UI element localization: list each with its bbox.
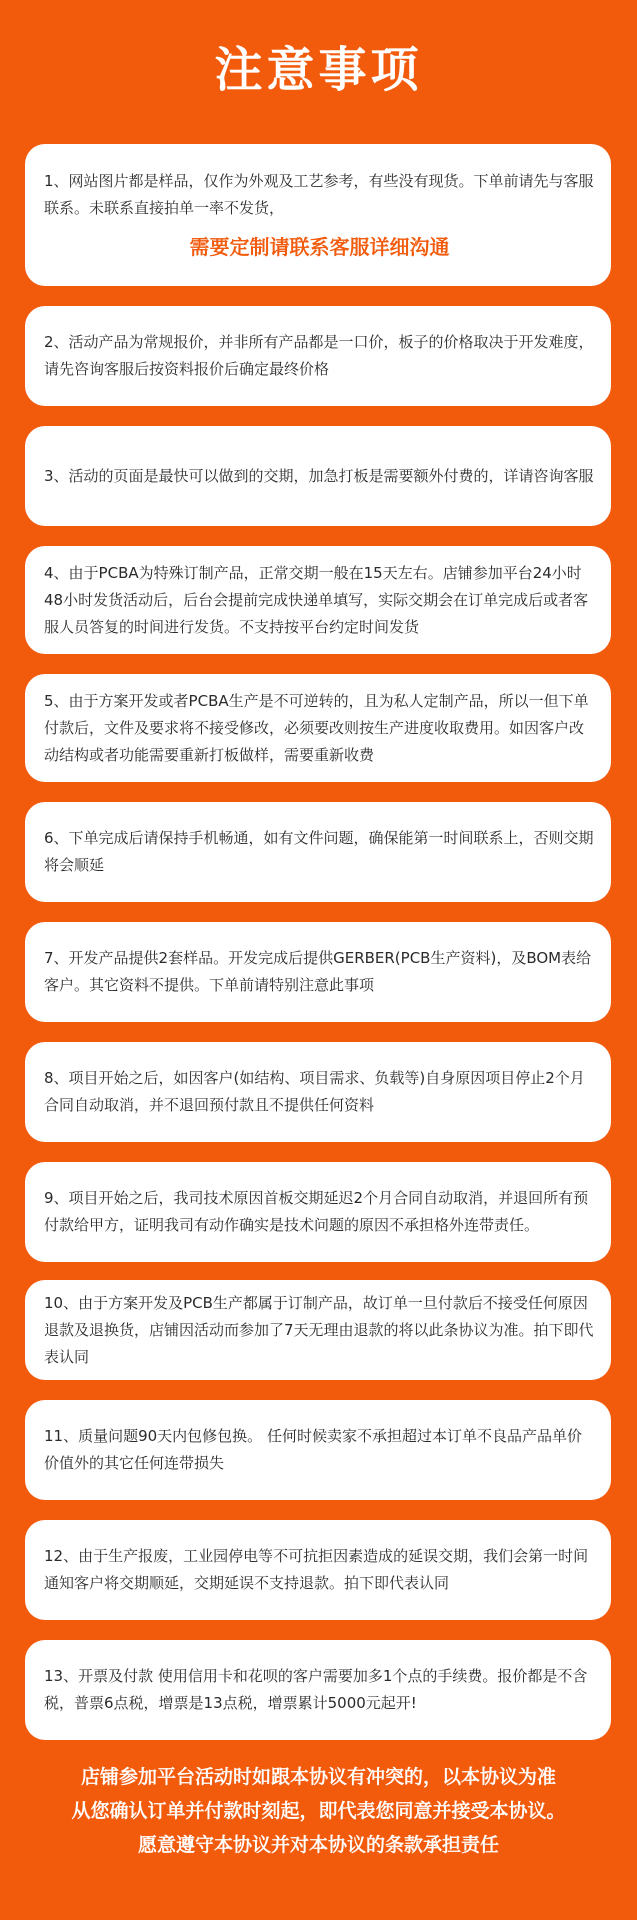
notice-text-8: 8、项目开始之后，如因客户(如结构、项目需求、负载等)自身原因项目停止2个月合同自动取消，并不退回预付款且不提供任何资料 (44, 1069, 585, 1114)
notice-text-4: 4、由于PCBA为特殊订制产品，正常交期一般在15天左右。店铺参加平台24小时48小时发货活动后，后台会提前完成快递单填写，实际交期会在订单完成后或者客服人员答复的时间进行发货。不支持按平台约定时间发货 (44, 563, 589, 636)
notice-card-3 (25, 426, 611, 526)
notice-card-4 (25, 546, 611, 654)
notice-card-13 (25, 1640, 611, 1740)
notice-text-11: 11、质量问题90天内包修包换。 任何时候卖家不承担超过本订单不良品产品单价价值外的其它任何连带损失 (44, 1427, 582, 1472)
notice-text-5: 5、由于方案开发或者PCBA生产是不可逆转的，且为私人定制产品，所以一但下单付款后，文件及要求将不接受修改，必须要改则按生产进度收取费用。如因客户改动结构或者功能需要重新打板做样，需要重新收费 (44, 691, 589, 764)
notice-card-2 (25, 306, 611, 406)
notice-text-7: 7、开发产品提供2套样品。开发完成后提供GERBER(PCB生产资料)，及BOM表给客户。其它资料不提供。下单前请特别注意此事项 (44, 949, 592, 994)
notice-card-11 (25, 1400, 611, 1500)
notice-highlight-1: 需要定制请联系客服详细沟通 (189, 235, 450, 259)
notice-card-5 (25, 674, 611, 782)
notice-card-10 (25, 1280, 611, 1380)
footer-line-1: 店铺参加平台活动时如跟本协议有冲突的，以本协议为准 (80, 1766, 556, 1788)
notice-card-9 (25, 1162, 611, 1262)
notice-card-7 (25, 922, 611, 1022)
page-title: 注意事项 (214, 42, 423, 98)
notice-text-13: 13、开票及付款 使用信用卡和花呗的客户需要加多1个点的手续费。报价都是不含税，普票6点税，增票是13点税，增票累计5000元起开! (44, 1667, 588, 1712)
notice-card-6 (25, 802, 611, 902)
notice-card-12 (25, 1520, 611, 1620)
footer-line-3: 愿意遵守本协议并对本协议的条款承担责任 (137, 1834, 499, 1856)
agreement-footer (0, 1760, 637, 1862)
notice-text-9: 9、项目开始之后，我司技术原因首板交期延迟2个月合同自动取消，并退回所有预付款给甲方，证明我司有动作确实是技术问题的原因不承担格外连带责任。 (44, 1189, 589, 1234)
notice-text-3: 3、活动的页面是最快可以做到的交期，加急打板是需要额外付费的，详请咨询客服 (44, 466, 594, 485)
notice-text-10: 10、由于方案开发及PCB生产都属于订制产品，故订单一旦付款后不接受任何原因退款及退换货，店铺因活动而参加了7天无理由退款的将以此条协议为准。拍下即代表认同 (44, 1293, 594, 1366)
notice-text-2: 2、活动产品为常规报价，并非所有产品都是一口价，板子的价格取决于开发难度，请先咨询客服后按资料报价后确定最终价格 (44, 333, 594, 378)
footer-line-2: 从您确认订单并付款时刻起，即代表您同意并接受本协议。 (71, 1800, 566, 1822)
notice-card-8 (25, 1042, 611, 1142)
notice-text-1: 1、网站图片都是样品，仅作为外观及工艺参考，有些没有现货。下单前请先与客服联系。未联系直接拍单一率不发货， (44, 172, 594, 217)
notice-text-6: 6、下单完成后请保持手机畅通，如有文件问题，确保能第一时间联系上，否则交期将会顺延 (44, 829, 594, 874)
notice-card-1 (25, 144, 611, 286)
notice-text-12: 12、由于生产报废，工业园停电等不可抗拒因素造成的延误交期，我们会第一时间通知客户将交期顺延，交期延误不支持退款。拍下即代表认同 (44, 1547, 589, 1592)
